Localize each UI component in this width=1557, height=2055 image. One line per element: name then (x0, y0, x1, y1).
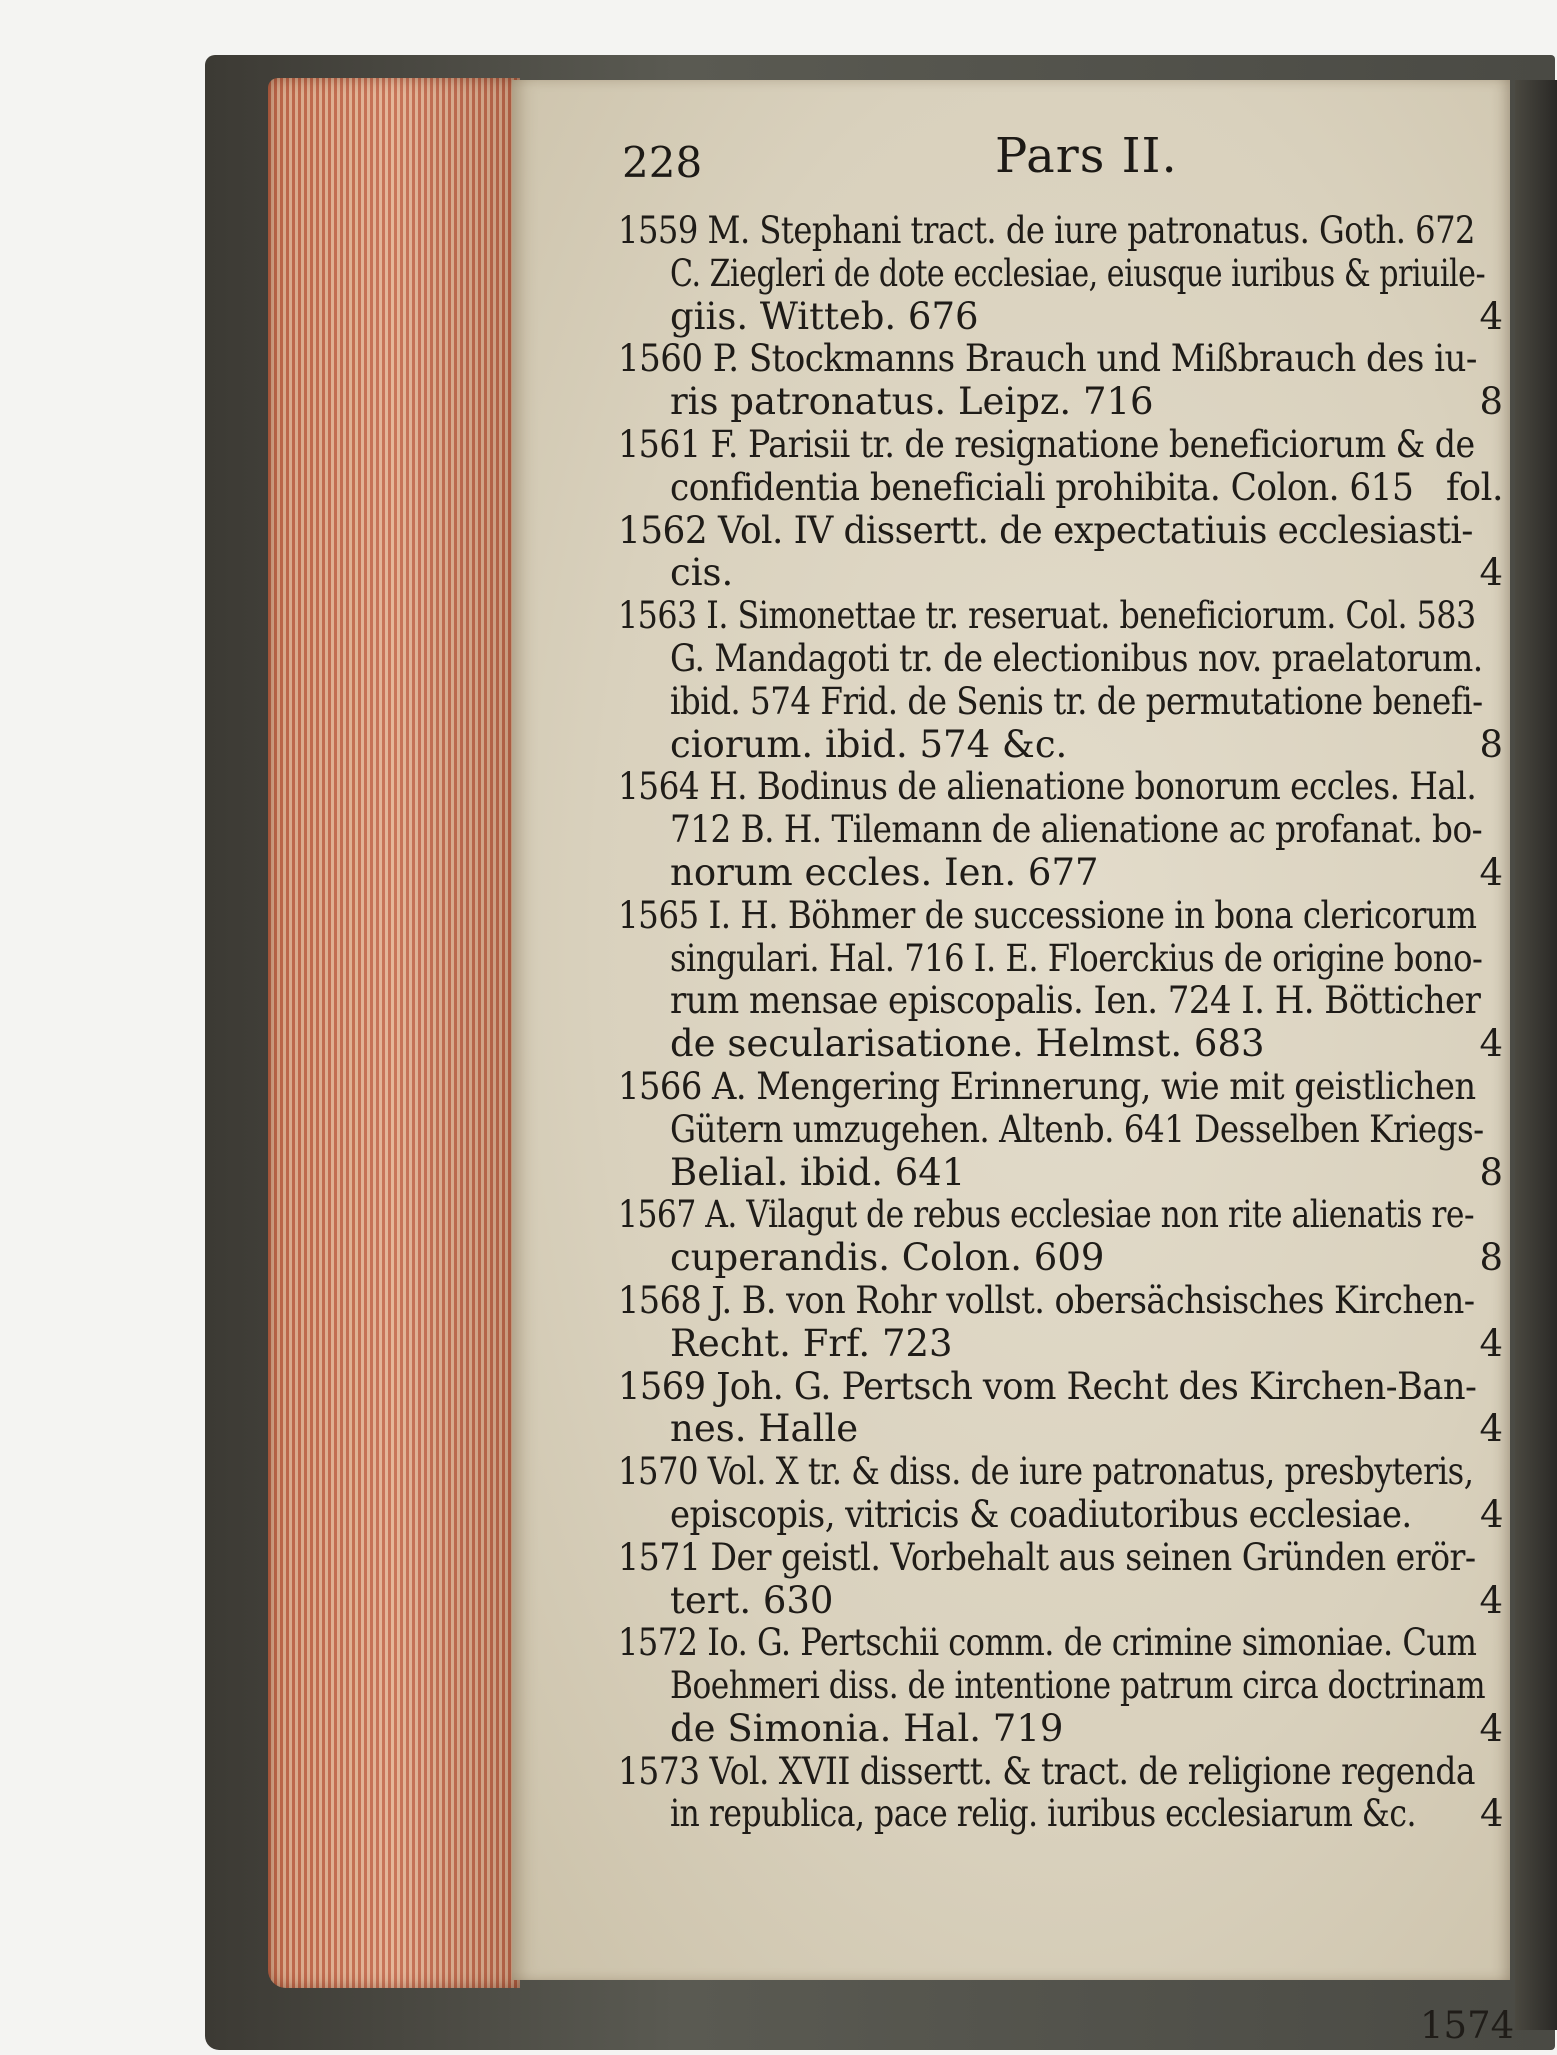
entry-line: confidentia beneficiali prohibita. Colon. 615 fol. (670, 465, 1503, 509)
entry-line: 1568 J. B. von Rohr vollst. obersächsisches Kirchen- (618, 1278, 1475, 1322)
entry-line: nes. Halle 4 (670, 1407, 1503, 1451)
entry-line: 1562 Vol. IV dissertt. de expectatiuis ecclesiasti- (618, 508, 1473, 552)
format-size: 4 (1479, 1022, 1503, 1066)
entry-line: 1563 I. Simonettae tr. reseruat. beneficiorum. Col. 583 (618, 594, 1476, 638)
catalogue-entry (618, 338, 1503, 424)
entry-line: de Simonia. Hal. 719 4 (670, 1706, 1503, 1750)
entry-line: 1559 M. Stephani tract. de iure patronatus. Goth. 672 (618, 209, 1476, 252)
entry-line: ciorum. ibid. 574 &c. 8 (670, 722, 1503, 766)
catalogue-entry (618, 1622, 1503, 1750)
format-size: 8 (1479, 1236, 1503, 1280)
catalogue-entry (618, 1066, 1503, 1194)
format-size: 8 (1479, 1150, 1503, 1194)
catalogue-entry (618, 210, 1503, 338)
format-size: 4 (1479, 1706, 1503, 1750)
format-size: 4 (1479, 551, 1503, 595)
entry-line: 712 B. H. Tilemann de alienatione ac profanat. bo- (670, 808, 1483, 852)
entry-line: 1572 Io. G. Pertschii comm. de crimine simoniae. Cum (618, 1621, 1477, 1665)
format-size: 4 (1480, 1792, 1503, 1836)
catalogue-entry (618, 1280, 1503, 1366)
entry-line: giis. Witteb. 676 4 (670, 294, 1503, 338)
catalogue-entry (618, 510, 1503, 596)
catalogue-entry (618, 1537, 1503, 1623)
entry-line: rum mensae episcopalis. Ien. 724 I. H. Bötticher (670, 979, 1481, 1023)
catalogue-entry (618, 1451, 1503, 1537)
entry-line: norum eccles. Ien. 677 4 (670, 850, 1503, 894)
entry-line: singulari. Hal. 716 I. E. Floerckius de origine bono- (670, 936, 1483, 980)
entry-line: 1565 I. H. Böhmer de successione in bona clericorum (618, 893, 1477, 937)
format-size: 4 (1480, 1492, 1503, 1536)
catchword: 1574 (1420, 2004, 1515, 2047)
entry-line: 1566 A. Mengering Erinnerung, wie mit geistlichen (618, 1064, 1476, 1108)
entry-line: 1571 Der geistl. Vorbehalt aus seinen Gründen erör- (618, 1535, 1476, 1579)
page-fore-edge-shade (268, 78, 520, 1988)
format-size: 4 (1479, 850, 1503, 894)
catalogue-entry (618, 1751, 1503, 1837)
book-cover-right-edge (1515, 80, 1557, 2030)
entry-line: Gütern umzugehen. Altenb. 641 Desselben Kriegs- (670, 1107, 1484, 1151)
running-head: Pars II. (995, 128, 1178, 184)
entry-line: 1569 Joh. G. Pertsch vom Recht des Kirchen-Ban- (618, 1364, 1477, 1408)
page-number: 228 (622, 138, 703, 187)
format-size: 4 (1479, 1578, 1503, 1622)
catalogue-entry (618, 424, 1503, 510)
entry-line: episcopis, vitricis & coadiutoribus ecclesiae. 4 (670, 1492, 1503, 1536)
entry-line: de secularisatione. Helmst. 683 4 (670, 1022, 1503, 1066)
entry-line: G. Mandagoti tr. de electionibus nov. praelatorum. (670, 636, 1483, 680)
entry-line: 1567 A. Vilagut de rebus ecclesiae non rite alienatis re- (618, 1193, 1475, 1237)
format-size: fol. (1445, 465, 1503, 509)
format-size: 4 (1479, 1321, 1503, 1365)
catalogue-entry (618, 895, 1503, 1066)
catalogue-entry (618, 1366, 1503, 1452)
entry-line: cis. 4 (670, 551, 1503, 595)
entry-line: cuperandis. Colon. 609 8 (670, 1236, 1503, 1280)
entry-line: Boehmeri diss. de intentione patrum circa doctrinam (670, 1664, 1486, 1708)
entry-line: Belial. ibid. 641 8 (670, 1150, 1503, 1194)
format-size: 8 (1479, 722, 1503, 766)
entry-line: tert. 630 4 (670, 1578, 1503, 1622)
catalogue-entries (618, 210, 1503, 1836)
entry-line: C. Ziegleri de dote ecclesiae, eiusque iuribus & priuile- (670, 251, 1486, 295)
entry-line: 1573 Vol. XVII dissertt. & tract. de religione regenda (618, 1749, 1475, 1793)
entry-line: 1561 F. Parisii tr. de resignatione beneficiorum & de (618, 422, 1475, 466)
entry-line: ris patronatus. Leipz. 716 8 (670, 380, 1503, 424)
catalogue-entry (618, 595, 1503, 766)
catalogue-entry (618, 1194, 1503, 1280)
entry-line: 1570 Vol. X tr. & diss. de iure patronatus, presbyteris, (618, 1450, 1474, 1494)
format-size: 8 (1479, 380, 1503, 424)
format-size: 4 (1479, 294, 1503, 338)
catalogue-entry (618, 766, 1503, 894)
entry-line: ibid. 574 Frid. de Senis tr. de permutatione benefi- (670, 679, 1483, 723)
entry-line: Recht. Frf. 723 4 (670, 1321, 1503, 1365)
entry-line: in republica, pace relig. iuribus ecclesiarum &c. 4 (670, 1792, 1503, 1836)
entry-line: 1564 H. Bodinus de alienatione bonorum eccles. Hal. (618, 765, 1477, 809)
format-size: 4 (1479, 1407, 1503, 1451)
entry-line: 1560 P. Stockmanns Brauch und Mißbrauch des iu- (618, 337, 1477, 381)
